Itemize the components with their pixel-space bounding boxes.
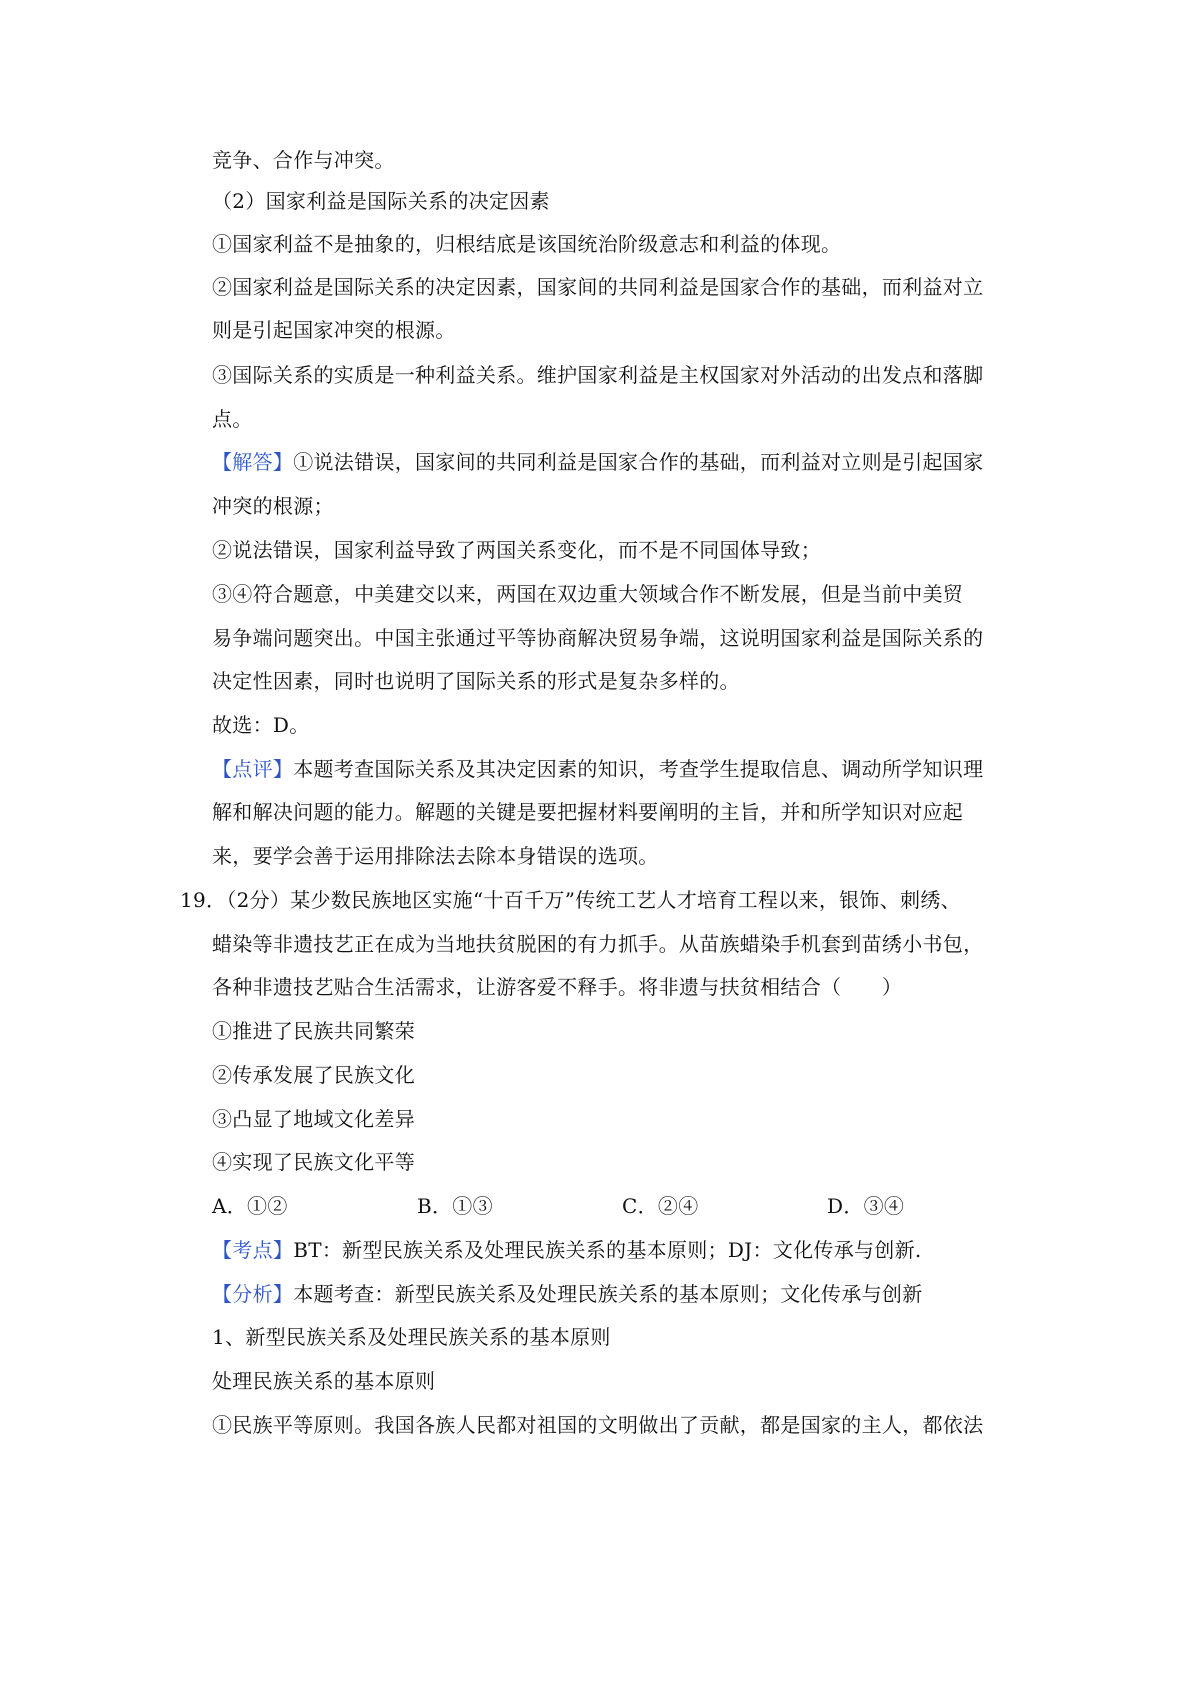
option-d[interactable]: D．③④ bbox=[827, 1194, 905, 1218]
question-stem: （2分）某少数民族地区实施“十百千万”传统工艺人才培育工程以来，银饰、刺绣、 bbox=[226, 888, 961, 912]
paragraph-line: ②说法错误，国家利益导致了两国关系变化，而不是不同国体导致； bbox=[212, 538, 821, 562]
option-b[interactable]: B．①③ bbox=[417, 1194, 493, 1218]
kaodian-line bbox=[212, 1236, 1032, 1264]
option-a[interactable]: A．①② bbox=[212, 1194, 288, 1218]
paragraph-line: 易争端问题突出。中国主张通过平等协商解决贸易争端，这说明国家利益是国际关系的 bbox=[212, 626, 984, 650]
answer-line bbox=[212, 448, 1032, 476]
paragraph-line: ③④符合题意，中美建交以来，两国在双边重大领域合作不断发展，但是当前中美贸 bbox=[212, 582, 964, 606]
kaodian-tag: 【考点】 bbox=[212, 1238, 294, 1262]
paragraph-line: 决定性因素，同时也说明了国际关系的形式是复杂多样的。 bbox=[212, 669, 740, 693]
paragraph-line: ①民族平等原则。我国各族人民都对祖国的文明做出了贡献，都是国家的主人，都依法 bbox=[212, 1413, 984, 1437]
paragraph-line: 冲突的根源； bbox=[212, 494, 334, 518]
comment-line bbox=[212, 755, 1032, 783]
statement-item: ②传承发展了民族文化 bbox=[212, 1063, 415, 1087]
section-subheading: 处理民族关系的基本原则 bbox=[212, 1369, 436, 1393]
fenxi-tag: 【分析】 bbox=[212, 1282, 294, 1306]
paragraph-line: 各种非遗技艺贴合生活需求，让游客爱不释手。将非遗与扶贫相结合（ ） bbox=[212, 975, 903, 999]
fenxi-text: 本题考查：新型民族关系及处理民族关系的基本原则；文化传承与创新 bbox=[293, 1282, 923, 1306]
subheading: （2）国家利益是国际关系的决定因素 bbox=[212, 189, 550, 213]
question-number: 19． bbox=[180, 888, 227, 912]
question-19-stem bbox=[180, 886, 1000, 914]
fenxi-line bbox=[212, 1280, 1032, 1308]
paragraph-line: 解和解决问题的能力。解题的关键是要把握材料要阐明的主旨，并和所学知识对应起 bbox=[212, 800, 964, 824]
comment-text: 本题考查国际关系及其决定因素的知识，考查学生提取信息、调动所学知识理 bbox=[293, 757, 984, 781]
section-heading: 1、新型民族关系及处理民族关系的基本原则 bbox=[212, 1325, 611, 1349]
paragraph-line: ②国家利益是国际关系的决定因素，国家间的共同利益是国家合作的基础，而利益对立 bbox=[212, 275, 984, 299]
paragraph-line: 则是引起国家冲突的根源。 bbox=[212, 318, 456, 342]
paragraph-line: ①国家利益不是抽象的，归根结底是该国统治阶级意志和利益的体现。 bbox=[212, 232, 842, 256]
statement-item: ④实现了民族文化平等 bbox=[212, 1150, 415, 1174]
statement-item: ①推进了民族共同繁荣 bbox=[212, 1019, 415, 1043]
option-c[interactable]: C．②④ bbox=[622, 1194, 699, 1218]
answer-tag: 【解答】 bbox=[212, 450, 294, 474]
answer-text: ①说法错误，国家间的共同利益是国家合作的基础，而利益对立则是引起国家 bbox=[293, 450, 984, 474]
paragraph-line: ③国际关系的实质是一种利益关系。维护国家利益是主权国家对外活动的出发点和落脚 bbox=[212, 363, 984, 387]
paragraph-line: 点。 bbox=[212, 407, 253, 431]
paragraph-line: 蜡染等非遗技艺正在成为当地扶贫脱困的有力抓手。从苗族蜡染手机套到苗绣小书包， bbox=[212, 932, 984, 956]
kaodian-text: BT：新型民族关系及处理民族关系的基本原则；DJ：文化传承与创新. bbox=[293, 1238, 922, 1262]
comment-tag: 【点评】 bbox=[212, 757, 294, 781]
statement-item: ③凸显了地域文化差异 bbox=[212, 1107, 415, 1131]
choice-line: 故选：D。 bbox=[212, 713, 310, 737]
paragraph-line: 竞争、合作与冲突。 bbox=[212, 148, 395, 172]
answer-options bbox=[212, 1192, 1032, 1220]
paragraph-line: 来，要学会善于运用排除法去除本身错误的选项。 bbox=[212, 844, 659, 868]
